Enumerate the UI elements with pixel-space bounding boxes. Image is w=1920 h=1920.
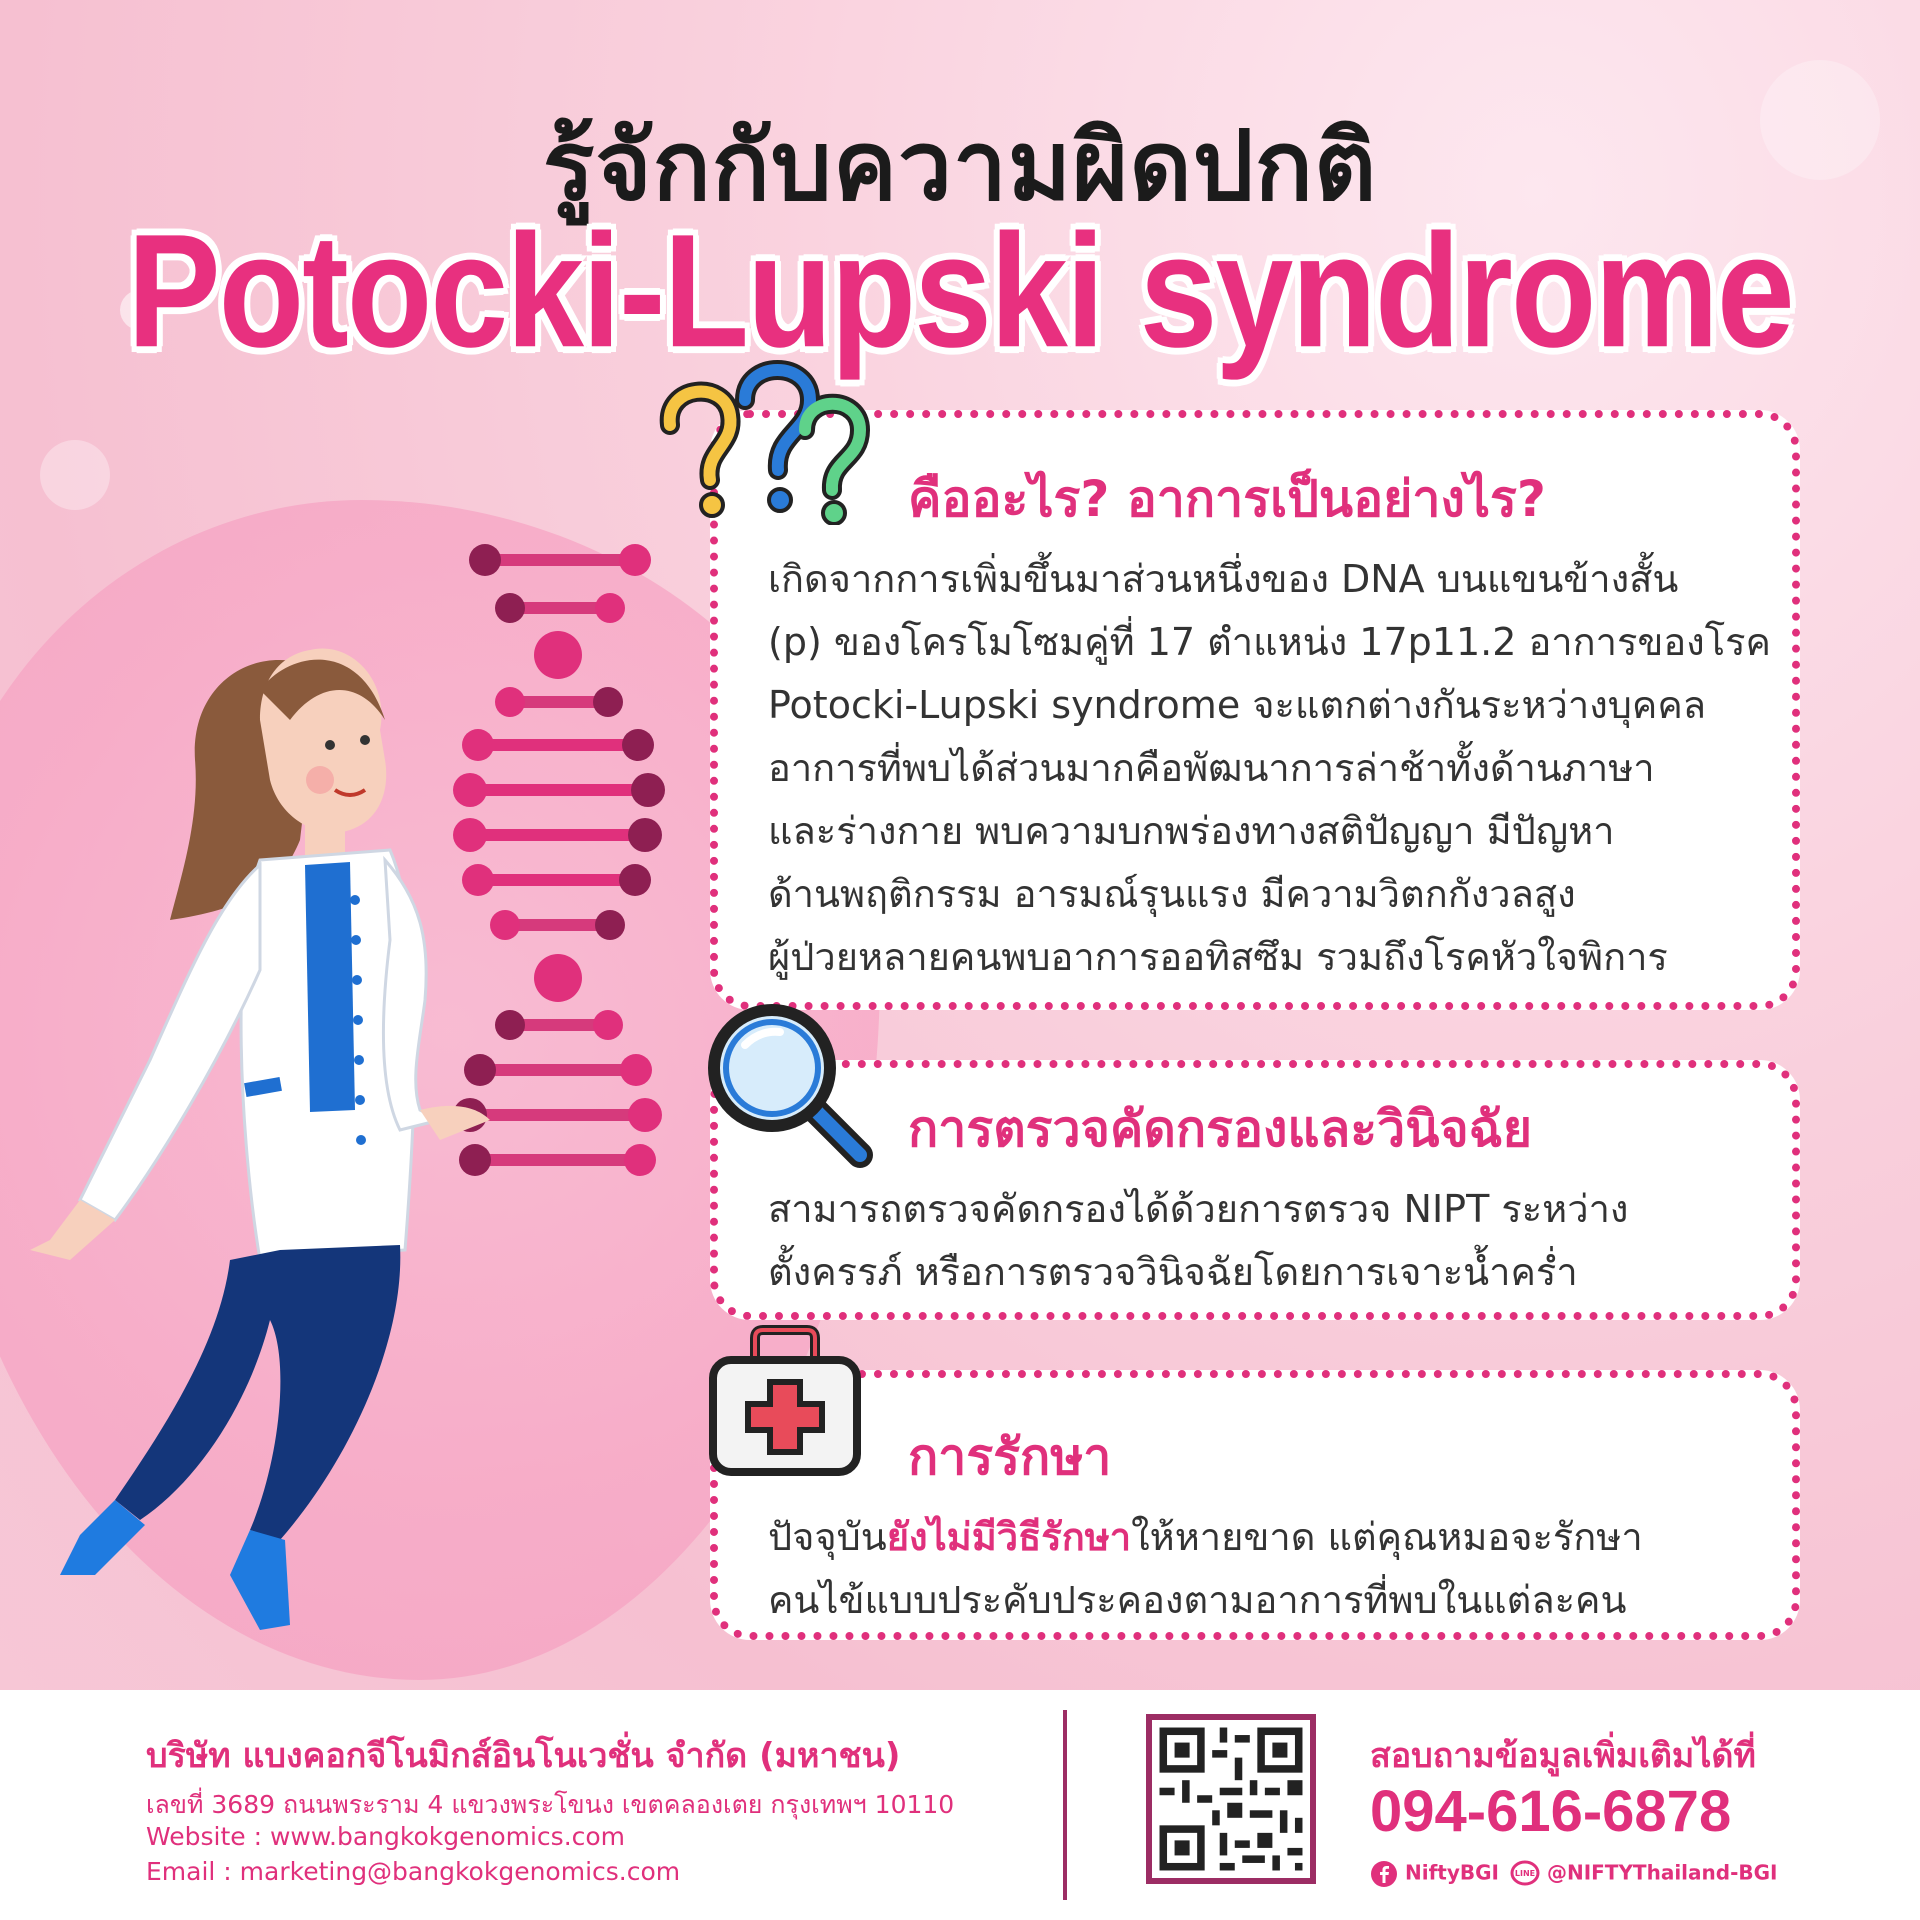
phone-number[interactable]: 094-616-6878	[1370, 1779, 1732, 1844]
text-line: และร่างกาย พบความบกพร่องทางสติปัญญา มีปัญหา	[768, 809, 1615, 853]
first-aid-kit-icon	[705, 1320, 865, 1480]
text-line: (p) ของโครโมโซมคู่ที่ 17 ตำแหน่ง 17p11.2 อาการของโรค	[768, 620, 1771, 664]
text-line: Potocki-Lupski syndrome จะแตกต่างกันระหว่างบุคคล	[768, 683, 1707, 727]
text-post: ให้หายขาด แต่คุณหมอจะรักษา	[1131, 1515, 1643, 1559]
line-icon	[1510, 1860, 1540, 1888]
card-treatment	[710, 1370, 1800, 1640]
footer	[0, 1690, 1920, 1920]
question-marks-icon	[650, 355, 880, 525]
heading-screening: การตรวจคัดกรองและวินิจฉัย	[908, 1100, 1533, 1158]
facebook-handle: NiftyBGI	[1404, 1860, 1499, 1885]
website-link[interactable]: Website : www.bangkokgenomics.com	[146, 1822, 626, 1851]
company-address: เลขที่ 3689 ถนนพระราม 4 แขวงพระโขนง เขตคลองเตย กรุงเทพฯ 10110	[146, 1790, 955, 1819]
text-pre: ปัจจุบัน	[768, 1515, 887, 1559]
doctor-illustration	[20, 640, 640, 1640]
text-line: คนไข้แบบประคับประคองตามอาการที่พบในแต่ละคน	[768, 1578, 1627, 1622]
magnifier-icon	[700, 1000, 880, 1170]
svg-text:LINE: LINE	[1514, 1869, 1536, 1878]
title-thai: รู้จักกับความผิดปกติ	[542, 110, 1378, 222]
facebook-icon	[1370, 1860, 1398, 1888]
line-handle: @NIFTYThailand-BGI	[1546, 1860, 1778, 1885]
company-name: บริษัท แบงคอกจีโนมิกส์อินโนเวชั่น จำกัด (มหาชน)	[146, 1736, 901, 1776]
line-link[interactable]	[1510, 1860, 1777, 1888]
text-line	[768, 1506, 1643, 1569]
text-line: สามารถตรวจคัดกรองได้ด้วยการตรวจ NIPT ระหว่าง	[768, 1187, 1629, 1231]
qr-code-icon[interactable]	[1146, 1714, 1316, 1884]
highlight-no-cure: ยังไม่มีวิธีรักษา	[886, 1515, 1132, 1559]
bokeh-dot	[40, 440, 110, 510]
heading-treatment: การรักษา	[908, 1428, 1112, 1486]
text-line: ตั้งครรภ์ หรือการตรวจวินิจฉัยโดยการเจาะน้ำคร่ำ	[768, 1250, 1578, 1294]
email-link[interactable]: Email : marketing@bangkokgenomics.com	[146, 1857, 681, 1886]
footer-divider	[1063, 1710, 1067, 1900]
title-english: Potocki-Lupski syndrome	[127, 200, 1793, 381]
contact-prompt: สอบถามข้อมูลเพิ่มเติมได้ที่	[1370, 1736, 1756, 1776]
text-line: อาการที่พบได้ส่วนมากคือพัฒนาการล่าช้าทั้งด้านภาษา	[768, 746, 1655, 790]
heading-what-is-it: คืออะไร? อาการเป็นอย่างไร?	[908, 470, 1546, 528]
body-screening	[768, 1178, 1628, 1304]
facebook-link[interactable]	[1370, 1860, 1499, 1888]
body-what-is-it	[768, 548, 1771, 989]
text-line: ผู้ป่วยหลายคนพบอาการออทิสซึม รวมถึงโรคหัวใจพิการ	[768, 935, 1668, 979]
text-line: เกิดจากการเพิ่มขึ้นมาส่วนหนึ่งของ DNA บนแขนข้างสั้น	[768, 557, 1679, 601]
body-treatment	[768, 1506, 1643, 1632]
text-line: ด้านพฤติกรรม อารมณ์รุนแรง มีความวิตกกังวลสูง	[768, 872, 1576, 916]
